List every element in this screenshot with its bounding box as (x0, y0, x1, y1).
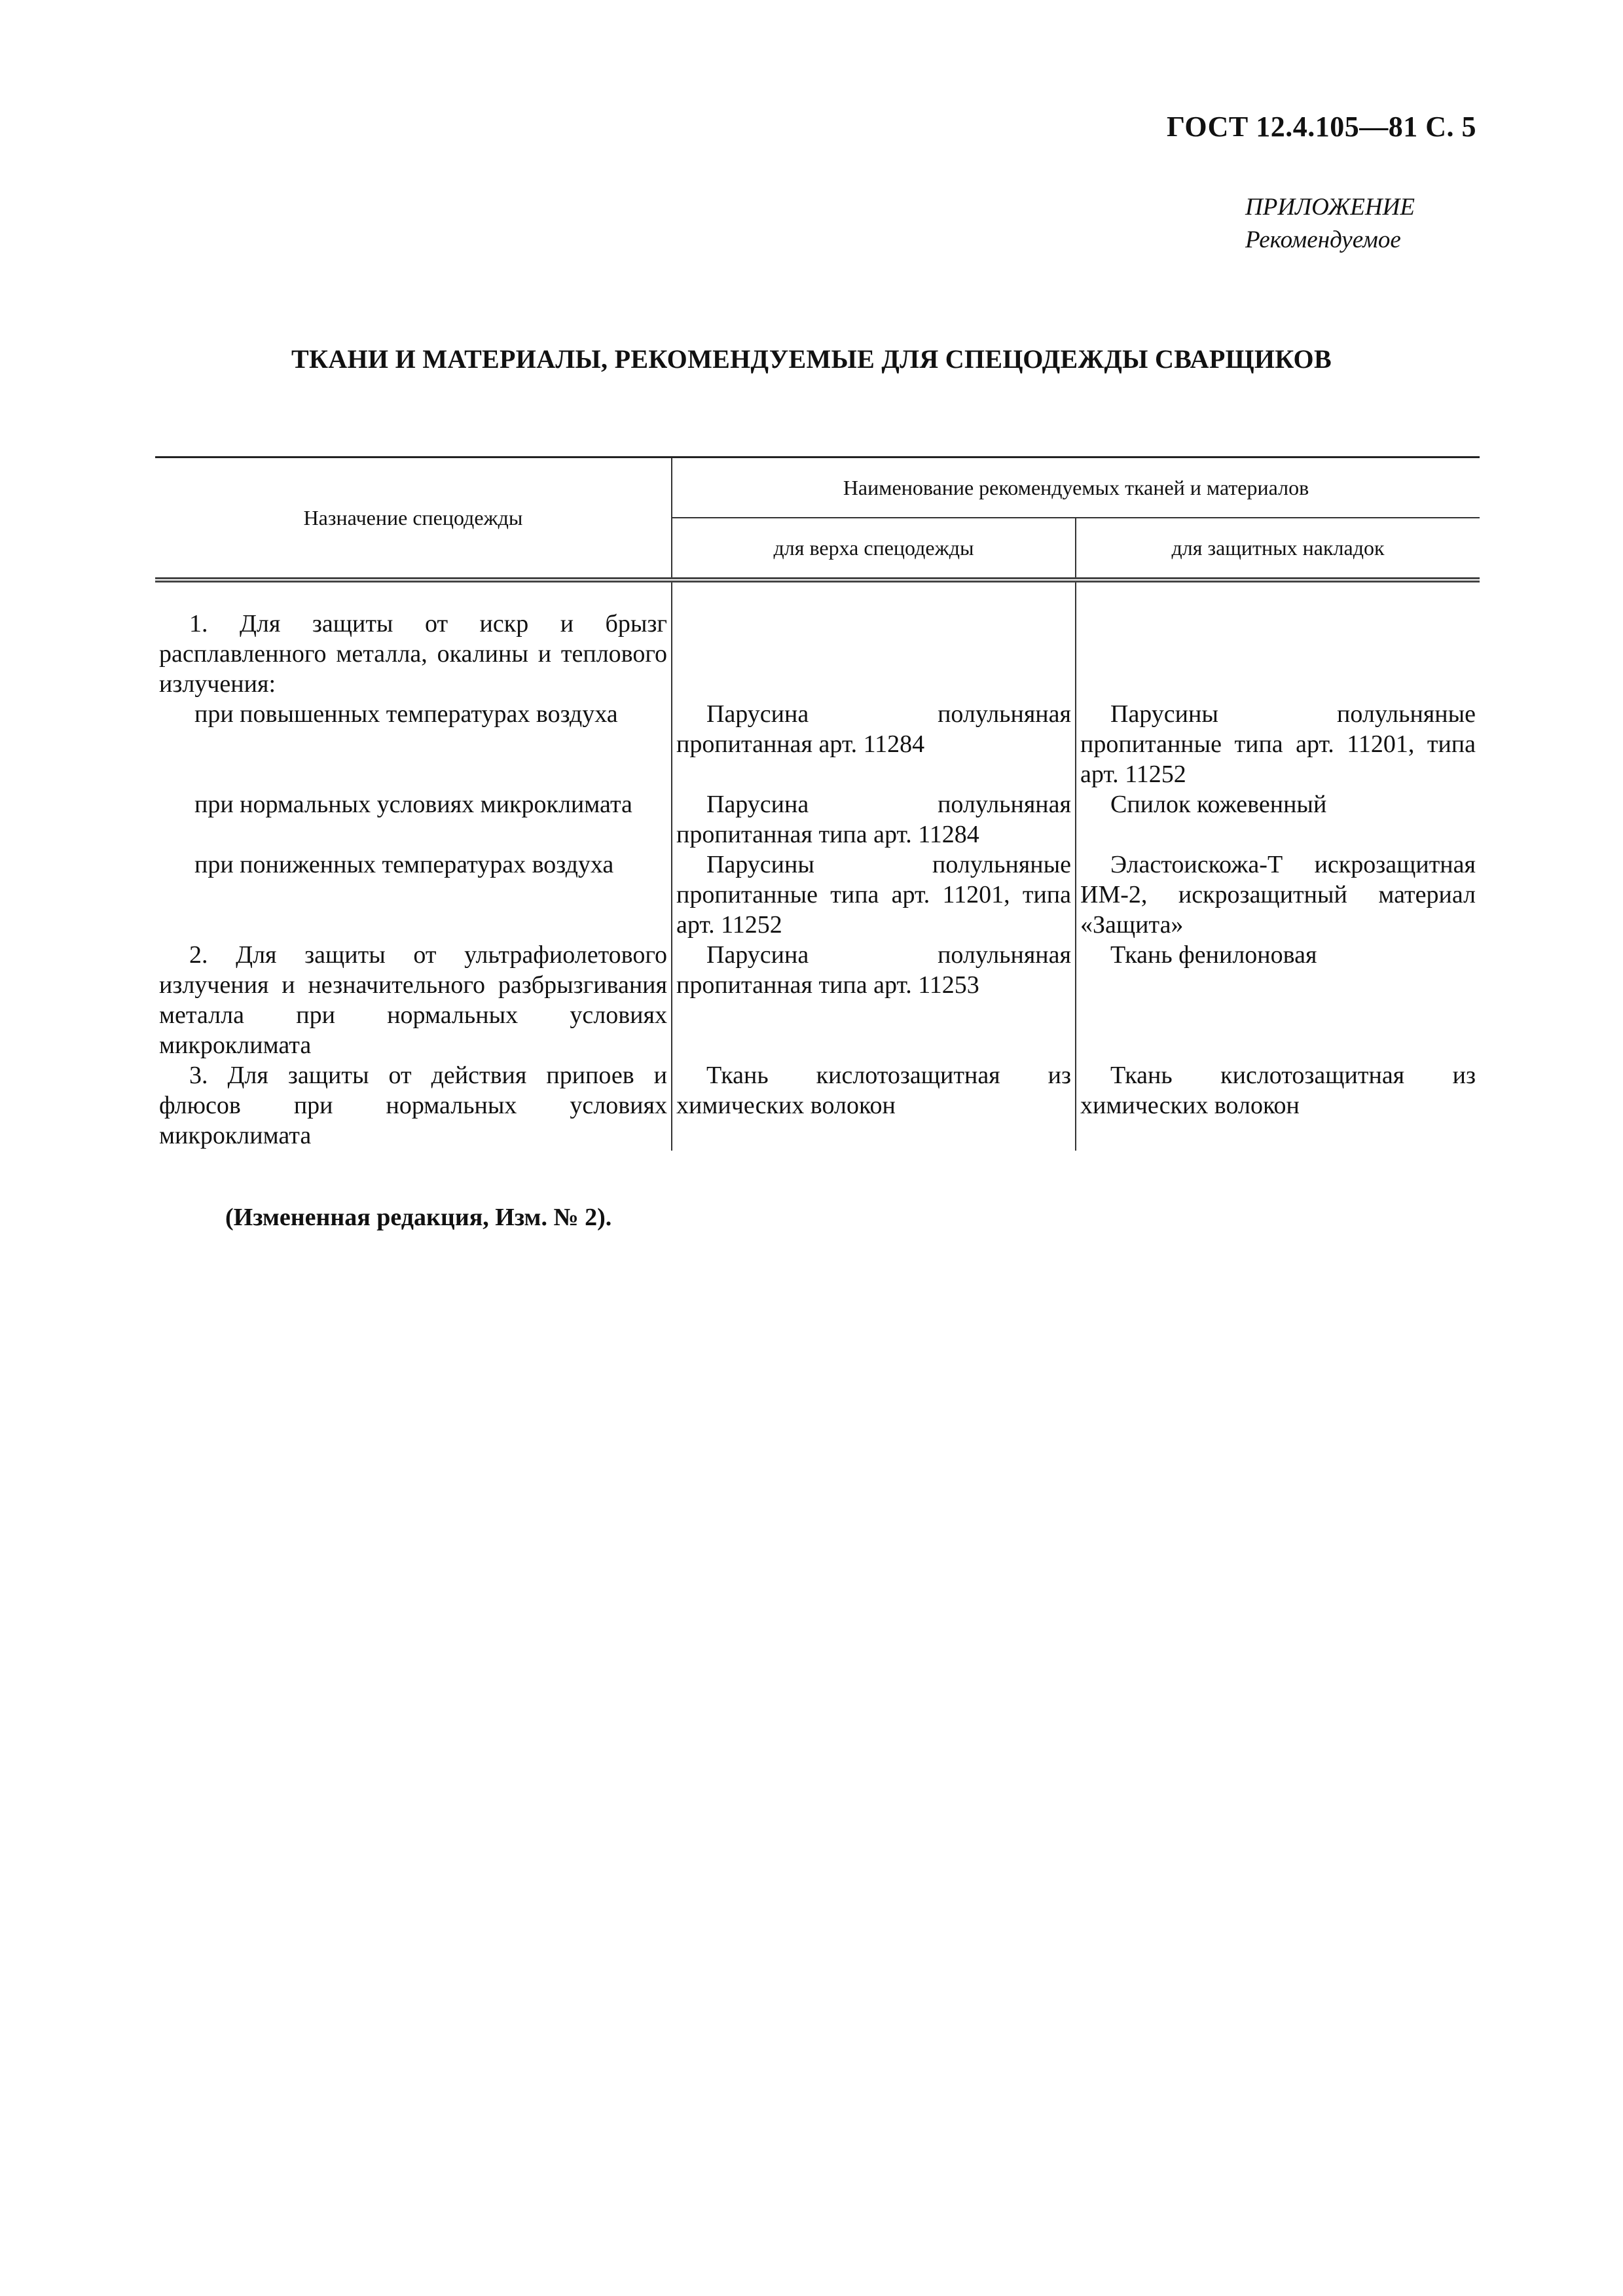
cell-top-material: Парусина полульняная пропитанная типа арт. 11284 (672, 789, 1076, 850)
table-spacer-row (155, 580, 1480, 609)
cell-purpose: 3. Для защиты от действия припоев и флюсов при нормальных условиях микроклимата (159, 1062, 667, 1149)
appendix-block (1245, 191, 1415, 257)
cell-pad-material: Ткань кислотозащитная из химических волокон (1076, 1060, 1480, 1151)
materials-table (155, 456, 1480, 1151)
header-pad-materials: для защитных накладок (1076, 518, 1480, 580)
page-header-doc-ref: ГОСТ 12.4.105—81 С. 5 (1166, 111, 1476, 143)
cell-top-material: Парусина полульняная пропитанная типа арт. 11253 (672, 940, 1076, 1060)
cell-top-material: Парусины полульняные пропитанные типа арт. 11201, типа арт. 11252 (672, 850, 1076, 940)
header-top-materials: для верха спецодежды (672, 518, 1076, 580)
appendix-status: Рекомендуемое (1245, 226, 1401, 253)
cell-pad-material (1076, 609, 1480, 699)
cell-pad-material: Спилок кожевенный (1076, 789, 1480, 850)
header-purpose: Назначение спецодежды (155, 457, 672, 581)
header-materials-group: Наименование рекомендуемых тканей и материалов (672, 457, 1480, 518)
cell-purpose: при нормальных условиях микроклимата (194, 791, 632, 818)
cell-purpose: 1. Для защиты от искр и брызг расплавленного металла, окалины и теплового излучения: (159, 610, 667, 698)
cell-purpose: 2. Для защиты от ультрафиолетового излучения и незначительного разбрызгивания металла при нормальных условиях микроклимата (159, 941, 667, 1059)
document-title: ТКАНИ И МАТЕРИАЛЫ, РЕКОМЕНДУЕМЫЕ ДЛЯ СПЕЦОДЕЖДЫ СВАРЩИКОВ (291, 344, 1332, 374)
table-row (155, 609, 1480, 699)
table-row (155, 789, 1480, 850)
cell-pad-material: Ткань фенилоновая (1076, 940, 1480, 1060)
amendment-note: (Измененная редакция, Изм. № 2). (225, 1204, 612, 1231)
cell-top-material: Парусина полульняная пропитанная арт. 11284 (672, 699, 1076, 789)
cell-top-material (672, 609, 1076, 699)
cell-top-material: Ткань кислотозащитная из химических волокон (672, 1060, 1076, 1151)
cell-pad-material: Эластоискожа-Т искрозащитная ИМ-2, искрозащитный материал «Защита» (1076, 850, 1480, 940)
cell-purpose: при повышенных температурах воздуха (194, 700, 618, 728)
cell-purpose: при пониженных температурах воздуха (194, 851, 614, 878)
table-row (155, 940, 1480, 1060)
cell-pad-material: Парусины полульняные пропитанные типа арт. 11201, типа арт. 11252 (1076, 699, 1480, 789)
appendix-label: ПРИЛОЖЕНИЕ (1245, 194, 1415, 221)
table-row (155, 850, 1480, 940)
materials-table-container (155, 456, 1480, 1151)
table-row (155, 699, 1480, 789)
table-row (155, 1060, 1480, 1151)
